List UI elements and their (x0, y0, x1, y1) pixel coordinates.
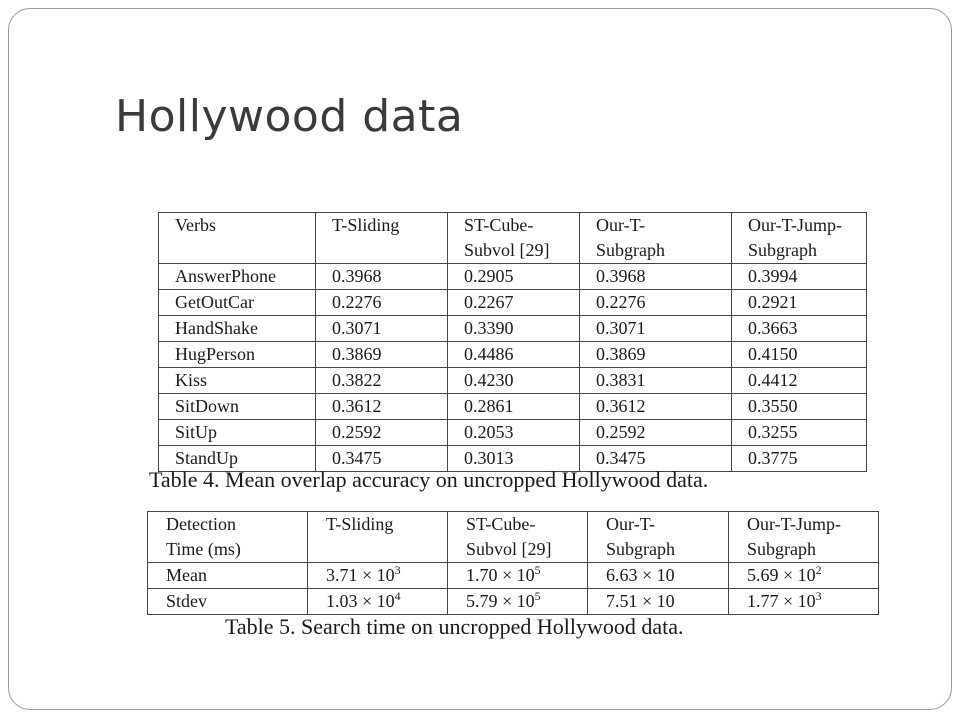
table5-row (148, 589, 879, 615)
table4-value-cell: 0.3968 (316, 264, 448, 290)
exponent: 5 (534, 589, 541, 603)
table4-verb-cell: SitDown (159, 394, 316, 420)
exponent: 5 (534, 563, 541, 577)
table4-value-cell: 0.3390 (448, 316, 580, 342)
table5-header-cell: ST-Cube- Subvol [29] (448, 512, 588, 563)
table4-verb-cell: AnswerPhone (159, 264, 316, 290)
table5-header-row (148, 512, 879, 563)
table4-value-cell: 0.3968 (580, 264, 732, 290)
slide-frame (8, 8, 952, 710)
table5-caption: Table 5. Search time on uncropped Hollywood data. (225, 614, 684, 639)
table4-value-cell: 0.2905 (448, 264, 580, 290)
table4-value-cell: 0.3869 (316, 342, 448, 368)
table4-caption: Table 4. Mean overlap accuracy on uncropped Hollywood data. (149, 467, 709, 492)
table5-value-cell: $5.69 \times 10^2$ (729, 563, 879, 589)
table4-value-cell: 0.3550 (732, 394, 867, 420)
table4-value-cell: 0.2267 (448, 290, 580, 316)
table4-row (159, 290, 867, 316)
table5-value-cell: 7.51 × 10 (588, 589, 729, 615)
table5-body (148, 563, 879, 615)
table5-value-cell: $3.71 \times 10^3$ (308, 563, 448, 589)
table5-value-cell: 6.63 × 10 (588, 563, 729, 589)
table4-value-cell: 0.2921 (732, 290, 867, 316)
table4-value-cell: 0.2053 (448, 420, 580, 446)
table5-header-cell: Our-T- Subgraph (588, 512, 729, 563)
table4-row (159, 368, 867, 394)
table4-verb-cell: HugPerson (159, 342, 316, 368)
table4-row (159, 264, 867, 290)
table4-header-cell: Verbs (159, 213, 316, 264)
table4-value-cell: 0.3775 (732, 446, 867, 472)
table5-header-cell: T-Sliding (308, 512, 448, 563)
table4-value-cell: 0.3013 (448, 446, 580, 472)
table4-value-cell: 0.4486 (448, 342, 580, 368)
table4-row (159, 420, 867, 446)
table4-row (159, 316, 867, 342)
table4-value-cell: 0.4412 (732, 368, 867, 394)
table4-verb-cell: Kiss (159, 368, 316, 394)
table5-label-cell: Mean (148, 563, 308, 589)
exponent: 4 (394, 589, 401, 603)
table4-value-cell: 0.4150 (732, 342, 867, 368)
table5-row (148, 563, 879, 589)
table4-header-cell: T-Sliding (316, 213, 448, 264)
table4-value-cell: 0.2592 (316, 420, 448, 446)
table4-body (159, 264, 867, 472)
table4-value-cell: 0.2276 (316, 290, 448, 316)
table4-value-cell: 0.2592 (580, 420, 732, 446)
table4-value-cell: 0.3612 (316, 394, 448, 420)
table4-header-row (159, 213, 867, 264)
table4-value-cell: 0.3255 (732, 420, 867, 446)
table4-value-cell: 0.3475 (316, 446, 448, 472)
table4-value-cell: 0.3994 (732, 264, 867, 290)
table4-row (159, 394, 867, 420)
table4-value-cell: 0.3822 (316, 368, 448, 394)
table5-label-cell: Stdev (148, 589, 308, 615)
table4-value-cell: 0.3663 (732, 316, 867, 342)
exponent: 3 (815, 589, 822, 603)
table4-verb-cell: SitUp (159, 420, 316, 446)
table4-value-cell: 0.3612 (580, 394, 732, 420)
table4-verb-cell: HandShake (159, 316, 316, 342)
table4-value-cell: 0.3071 (580, 316, 732, 342)
table5-value-cell: $1.70 \times 10^5$ (448, 563, 588, 589)
table5-value-cell: $5.79 \times 10^5$ (448, 589, 588, 615)
table4-value-cell: 0.3831 (580, 368, 732, 394)
table4-value-cell: 0.2276 (580, 290, 732, 316)
table4-value-cell: 0.2861 (448, 394, 580, 420)
table4-value-cell: 0.3869 (580, 342, 732, 368)
slide-title: Hollywood data (115, 91, 464, 142)
table4-header-cell: ST-Cube- Subvol [29] (448, 213, 580, 264)
table4-header-cell: Our-T- Subgraph (580, 213, 732, 264)
table4-verb-cell: StandUp (159, 446, 316, 472)
table5-header-cell: Our-T-Jump- Subgraph (729, 512, 879, 563)
table4-row (159, 342, 867, 368)
table4-verb-cell: GetOutCar (159, 290, 316, 316)
table5 (147, 511, 879, 615)
table5-value-cell: $1.03 \times 10^4$ (308, 589, 448, 615)
table4 (158, 212, 867, 472)
table5-header-cell: Detection Time (ms) (148, 512, 308, 563)
table4-header-cell: Our-T-Jump- Subgraph (732, 213, 867, 264)
table5-value-cell: $1.77 \times 10^3$ (729, 589, 879, 615)
table4-value-cell: 0.3071 (316, 316, 448, 342)
exponent: 3 (394, 563, 401, 577)
exponent: 2 (815, 563, 822, 577)
table4-value-cell: 0.3475 (580, 446, 732, 472)
table4-value-cell: 0.4230 (448, 368, 580, 394)
